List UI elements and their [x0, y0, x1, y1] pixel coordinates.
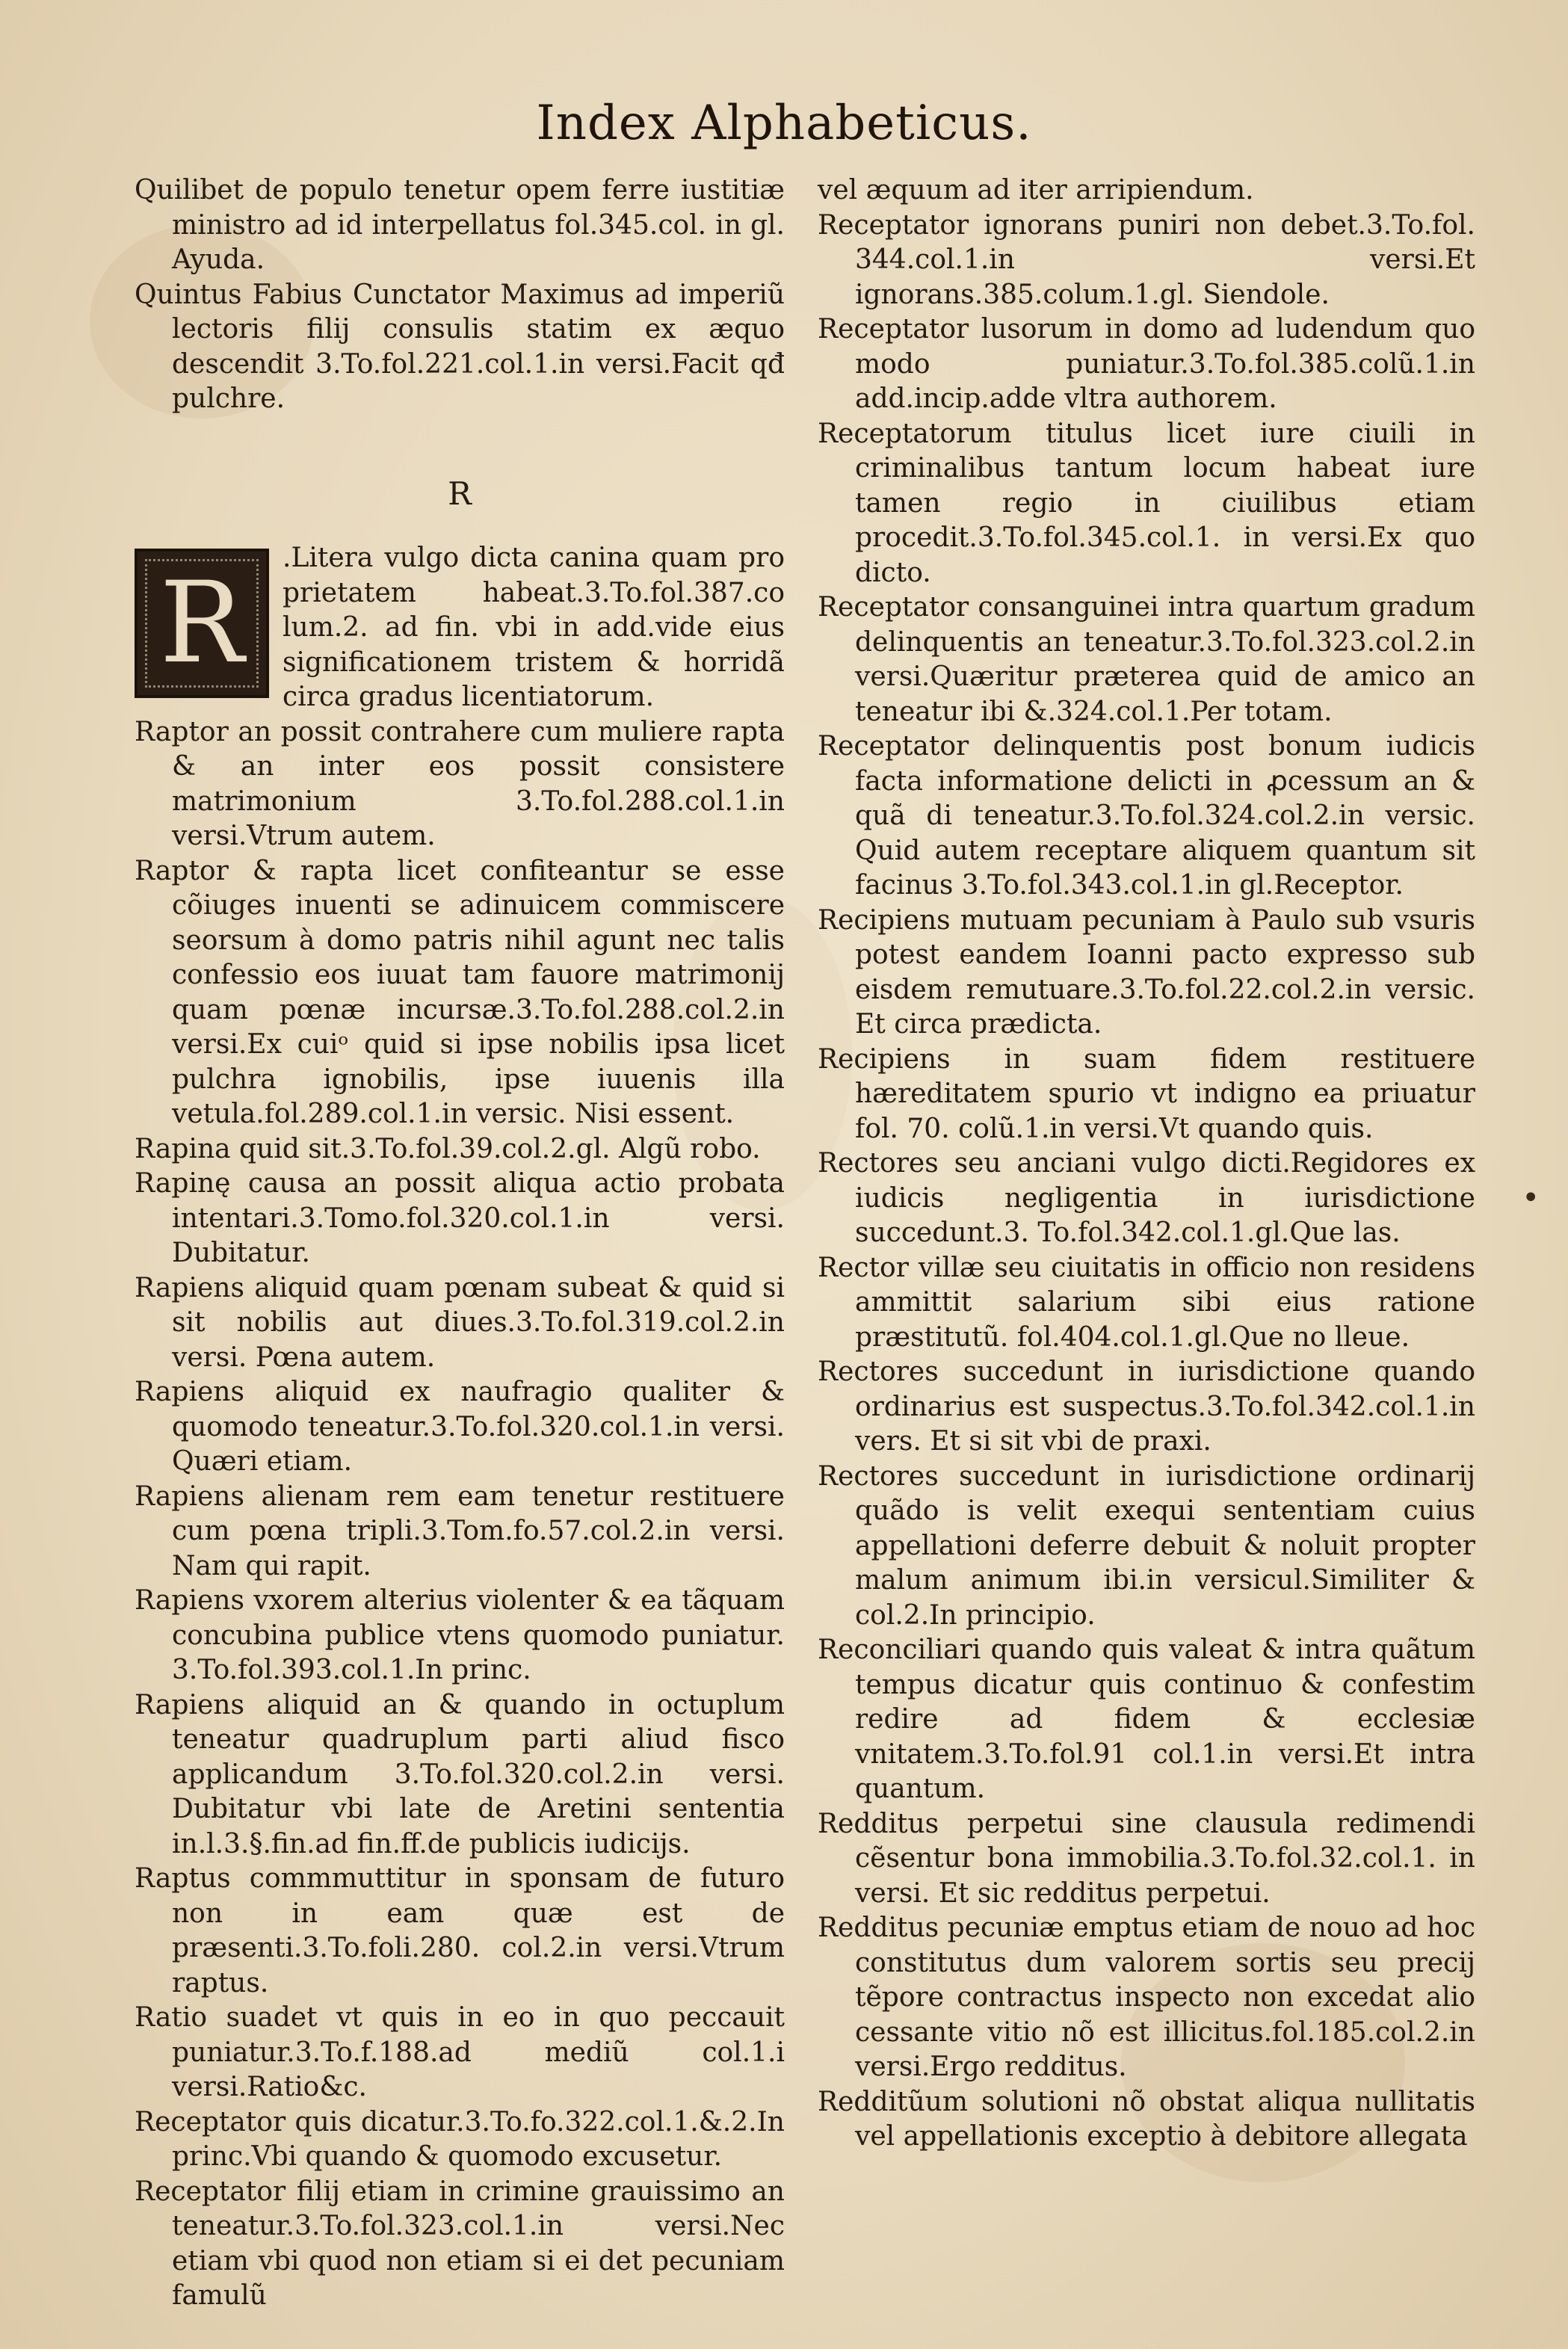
right-column — [818, 173, 1475, 2155]
page-title: Index Alphabeticus. — [536, 96, 1032, 151]
index-entry: Receptator quis dicatur.3.To.fo.322.col.1.&.2.In princ.Vbi quando & quomodo excusetur. — [135, 2106, 785, 2172]
index-entry: Receptator ignorans puniri non debet.3.To.fol. 344.col.1.in versi.Et ignorans.385.colum.1.gl. Siendole. — [818, 209, 1475, 310]
index-entry: Redditũum solutioni nõ obstat aliqua nullitatis vel appellationis exceptio à debitore allegata — [818, 2086, 1475, 2152]
dropcap-block — [135, 541, 785, 715]
decorated-initial-letter: R — [159, 558, 244, 688]
index-entry: Receptator lusorum in domo ad ludendum quo modo puniatur.3.To.fol.385.colũ.1.in add.incip.adde vltra authorem. — [818, 314, 1475, 414]
index-entry: Rectores succedunt in iurisdictione ordinarij quãdo is velit exequi sententiam cuius appellationi deferre debuit & noluit propter malum animum ibi.in versicul.Similiter & col.2.In principio. — [818, 1460, 1475, 1631]
index-entry: Raptor an possit contrahere cum muliere rapta & an inter eos possit consistere matrimonium 3.To.fol.288.col.1.in versi.Vtrum autem. — [135, 716, 785, 851]
index-entry: Ratio suadet vt quis in eo in quo peccauit puniatur.3.To.f.188.ad mediũ col.1.i versi.Ratio&c. — [135, 2002, 785, 2102]
index-entry: Raptor & rapta licet confiteantur se esse cõiuges inuenti se adinuicem commiscere seorsum à domo patris nihil agunt nec talis confessio eos iuuat tam fauore matrimonij quam pœnæ incursæ.3.To.fol.288.col.2.in versi.Ex cuiᵒ quid si ipse nobilis ipsa licet pulchra ignobilis, ipse iuuenis illa vetula.fol.289.col.1.in versic. Nisi essent. — [135, 855, 785, 1129]
index-entry: Rapiens aliquid quam pœnam subeat & quid si sit nobilis aut diues.3.To.fol.319.col.2.in versi. Pœna autem. — [135, 1272, 785, 1373]
index-entry: Rapinę causa an possit aliqua actio probata intentari.3.Tomo.fol.320.col.1.in versi. Dubitatur. — [135, 1168, 785, 1268]
index-entry: Recipiens mutuam pecuniam à Paulo sub vsuris potest eandem Ioanni pacto expresso sub eisdem remutuare.3.To.fol.22.col.2.in versic. Et circa prædicta. — [818, 904, 1475, 1040]
index-entry: Raptus commmuttitur in sponsam de futuro non in eam quæ est de præsenti.3.To.foli.280. col.2.in versi.Vtrum raptus. — [135, 1863, 785, 1998]
index-entry: Redditus pecuniæ emptus etiam de nouo ad hoc constitutus dum valorem sortis seu precij tẽpore contractus inspecto non excedat alio cessante vitio nõ est illicitus.fol.185.col.2.in versi.Ergo redditus. — [818, 1913, 1475, 2082]
index-entry: Recipiens in suam fidem restituere hæreditatem spurio vt indigno ea priuatur fol. 70. colũ.1.in versi.Vt quando quis. — [818, 1043, 1475, 1144]
margin-mark: • — [1522, 1181, 1540, 1215]
decorated-initial — [135, 549, 269, 698]
index-entry: Receptator delinquentis post bonum iudicis facta informatione delicti in ꝓcessum an & quã di teneatur.3.To.fol.324.col.2.in versic. Quid autem receptare aliquem quantum sit facinus 3.To.fol.343.col.1.in gl.Receptor. — [818, 731, 1475, 901]
left-column — [135, 173, 785, 2314]
index-entry: Rectores succedunt in iurisdictione quando ordinarius est suspectus.3.To.fol.342.col.1.in vers. Et si sit vbi de praxi. — [818, 1356, 1475, 1457]
index-entry: Receptator filij etiam in crimine grauissimo an teneatur.3.To.fol.323.col.1.in versi.Nec etiam vbi quod non etiam si ei det pecuniam famulũ — [135, 2176, 785, 2311]
index-entry: Redditus perpetui sine clausula redimendi cẽsentur bona immobilia.3.To.fol.32.col.1. in versi. Et sic redditus perpetui. — [818, 1808, 1475, 1909]
index-entry: Receptatorum titulus licet iure ciuili in criminalibus tantum locum habeat iure tamen regio in ciuilibus etiam procedit.3.To.fol.345.col.1. in versi.Ex quo dicto. — [818, 418, 1475, 588]
index-entry: Rector villæ seu ciuitatis in officio non residens ammittit salarium sibi eius ratione præstitutũ. fol.404.col.1.gl.Que no lleue. — [818, 1252, 1475, 1353]
index-entry: vel æquum ad iter arripiendum. — [818, 175, 1254, 206]
index-entry: Receptator consanguinei intra quartum gradum delinquentis an teneatur.3.To.fol.323.col.2.in versi.Quæritur præterea quid de amico an teneatur ibi &.324.col.1.Per totam. — [818, 592, 1475, 727]
index-entry: Rapiens aliquid ex naufragio qualiter & quomodo teneatur.3.To.fol.320.col.1.in versi. Quæri etiam. — [135, 1377, 785, 1477]
index-entry: Rectores seu anciani vulgo dicti.Regidores ex iudicis negligentia in iurisdictione succedunt.3. To.fol.342.col.1.gl.Que las. — [818, 1148, 1475, 1248]
index-entry: Rapiens aliquid an & quando in octuplum teneatur quadruplum parti aliud fisco applicandum 3.To.fol.320.col.2.in versi. Dubitatur vbi late de Aretini sententia in.l.3.§.fin.ad fin.ff.de publicis iudicijs. — [135, 1689, 785, 1859]
index-entry: Quintus Fabius Cunctator Maximus ad imperiũ lectoris filij consulis statim ex æquo descendit 3.To.fol.221.col.1.in versi.Facit qđ pulchre. — [135, 279, 785, 414]
index-entry: Rapiens alienam rem eam tenetur restituere cum pœna tripli.3.Tom.fo.57.col.2.in versi. Nam qui rapit. — [135, 1481, 785, 1581]
index-entry: Reconciliari quando quis valeat & intra quãtum tempus dicatur quis continuo & confestim redire ad fidem & ecclesiæ vnitatem.3.To.fol.91 col.1.in versi.Et intra quantum. — [818, 1635, 1475, 1804]
index-entry: Rapiens vxorem alterius violenter & ea tãquam concubina publice vtens quomodo puniatur. 3.To.fol.393.col.1.In princ. — [135, 1585, 785, 1685]
index-entry: .Litera vulgo dicta canina quam pro prietatem habeat.3.To.fol.387.co lum.2. ad fin. vbi in add.vide eius significationem tristem & horridã circa gradus licentiatorum. — [283, 543, 785, 712]
index-entry: Rapina quid sit.3.To.fol.39.col.2.gl. Algũ robo. — [135, 1133, 761, 1164]
section-letter: R — [448, 475, 472, 512]
index-entry: Quilibet de populo tenetur opem ferre iustitiæ ministro ad id interpellatus fol.345.col. in gl. Ayuda. — [135, 175, 785, 275]
